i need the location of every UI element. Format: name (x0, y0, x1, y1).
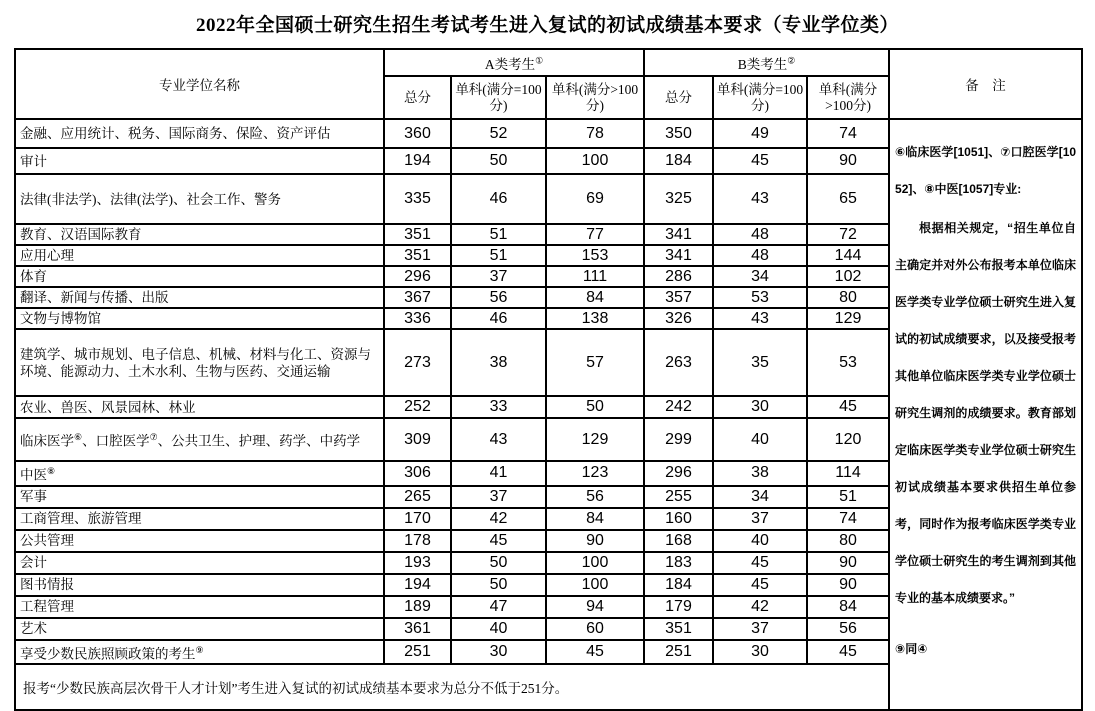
header-group-b-footnote-ref: ② (787, 55, 796, 65)
score-cell: 325 (644, 174, 713, 224)
header-remarks (889, 49, 1082, 119)
score-cell: 84 (807, 596, 889, 618)
score-cell: 48 (713, 245, 807, 266)
score-cell: 80 (807, 530, 889, 552)
remarks-cell (889, 119, 1082, 710)
degree-name-cell: 建筑学、城市规划、电子信息、机械、材料与化工、资源与环境、能源动力、土木水利、生物与医药、交通运输 (15, 329, 384, 396)
score-cell: 46 (451, 174, 546, 224)
score-cell: 37 (451, 266, 546, 287)
score-cell: 350 (644, 119, 713, 148)
remarks-note-heading: ⑥临床医学[1051]、⑦口腔医学[1052]、⑧中医[1057]专业: (895, 145, 1077, 196)
degree-name-cell: 应用心理 (15, 245, 384, 266)
score-cell: 184 (644, 574, 713, 596)
score-cell: 34 (713, 266, 807, 287)
score-cell: 74 (807, 508, 889, 530)
score-cell: 45 (713, 574, 807, 596)
score-cell: 48 (713, 224, 807, 245)
score-cell: 53 (713, 287, 807, 308)
score-cell: 251 (644, 640, 713, 665)
degree-name-cell: 工商管理、旅游管理 (15, 508, 384, 530)
score-cell: 309 (384, 418, 451, 461)
score-cell: 351 (644, 618, 713, 640)
score-cell: 296 (644, 461, 713, 486)
footer-note: 报考“少数民族高层次骨干人才计划”考生进入复试的初试成绩基本要求为总分不低于251分。 (15, 664, 889, 710)
score-cell: 40 (451, 618, 546, 640)
degree-name-cell: 图书情报 (15, 574, 384, 596)
header-degree-name (15, 49, 384, 119)
score-cell: 60 (546, 618, 644, 640)
header-group-b (644, 49, 889, 76)
score-cell: 265 (384, 486, 451, 508)
score-cell: 51 (451, 224, 546, 245)
score-cell: 335 (384, 174, 451, 224)
score-cell: 90 (807, 148, 889, 174)
degree-name-cell: 享受少数民族照顾政策的考生⑨ (15, 640, 384, 665)
score-cell: 360 (384, 119, 451, 148)
score-cell: 50 (546, 396, 644, 418)
score-cell: 184 (644, 148, 713, 174)
score-cell: 357 (644, 287, 713, 308)
score-cell: 153 (546, 245, 644, 266)
score-cell: 45 (713, 552, 807, 574)
score-cell: 34 (713, 486, 807, 508)
score-cell: 42 (713, 596, 807, 618)
score-cell: 43 (451, 418, 546, 461)
score-cell: 90 (807, 574, 889, 596)
header-group-a (384, 49, 644, 76)
score-cell: 138 (546, 308, 644, 329)
degree-name-cell: 文物与博物馆 (15, 308, 384, 329)
header-b-single-eq100: 单科(满分=100分) (713, 76, 807, 119)
score-cell: 74 (807, 119, 889, 148)
score-cell: 69 (546, 174, 644, 224)
score-cell: 111 (546, 266, 644, 287)
score-cell: 51 (451, 245, 546, 266)
score-cell: 57 (546, 329, 644, 396)
degree-name-cell: 军事 (15, 486, 384, 508)
score-cell: 46 (451, 308, 546, 329)
score-cell: 41 (451, 461, 546, 486)
header-a-single-gt100: 单科(满分>100分) (546, 76, 644, 119)
score-cell: 351 (384, 245, 451, 266)
score-cell: 72 (807, 224, 889, 245)
score-cell: 50 (451, 148, 546, 174)
score-requirements-table (14, 48, 1083, 711)
score-cell: 286 (644, 266, 713, 287)
degree-name-cell: 体育 (15, 266, 384, 287)
score-cell: 56 (451, 287, 546, 308)
score-cell: 178 (384, 530, 451, 552)
score-cell: 84 (546, 508, 644, 530)
score-cell: 33 (451, 396, 546, 418)
score-cell: 336 (384, 308, 451, 329)
score-cell: 30 (713, 396, 807, 418)
header-b-total: 总分 (644, 76, 713, 119)
score-cell: 30 (451, 640, 546, 665)
score-cell: 65 (807, 174, 889, 224)
header-remarks-label: 备 注 (965, 78, 1006, 93)
score-cell: 78 (546, 119, 644, 148)
degree-name-cell: 临床医学⑥、口腔医学⑦、公共卫生、护理、药学、中药学 (15, 418, 384, 461)
score-cell: 37 (713, 618, 807, 640)
score-cell: 40 (713, 418, 807, 461)
degree-name-cell: 公共管理 (15, 530, 384, 552)
score-cell: 45 (546, 640, 644, 665)
header-group-row (15, 49, 1082, 76)
score-cell: 129 (546, 418, 644, 461)
score-cell: 326 (644, 308, 713, 329)
score-cell: 299 (644, 418, 713, 461)
degree-name-cell: 会计 (15, 552, 384, 574)
score-cell: 30 (713, 640, 807, 665)
score-cell: 38 (451, 329, 546, 396)
degree-name-cell: 审计 (15, 148, 384, 174)
degree-name-cell: 法律(非法学)、法律(法学)、社会工作、警务 (15, 174, 384, 224)
degree-name-cell: 教育、汉语国际教育 (15, 224, 384, 245)
score-cell: 35 (713, 329, 807, 396)
degree-name-cell: 工程管理 (15, 596, 384, 618)
score-cell: 45 (713, 148, 807, 174)
score-cell: 100 (546, 552, 644, 574)
score-cell: 102 (807, 266, 889, 287)
degree-name-cell: 中医⑧ (15, 461, 384, 486)
remarks-note-ref: ⑨同④ (895, 642, 928, 656)
score-cell: 189 (384, 596, 451, 618)
score-cell: 53 (807, 329, 889, 396)
page-title: 2022年全国硕士研究生招生考试考生进入复试的初试成绩基本要求（专业学位类） (195, 15, 899, 36)
score-cell: 273 (384, 329, 451, 396)
score-cell: 179 (644, 596, 713, 618)
score-cell: 144 (807, 245, 889, 266)
header-group-a-label: A类考生 (484, 56, 536, 72)
score-cell: 42 (451, 508, 546, 530)
score-cell: 100 (546, 148, 644, 174)
score-cell: 252 (384, 396, 451, 418)
score-cell: 194 (384, 148, 451, 174)
score-cell: 43 (713, 308, 807, 329)
score-cell: 45 (807, 396, 889, 418)
score-cell: 100 (546, 574, 644, 596)
score-cell: 170 (384, 508, 451, 530)
score-cell: 94 (546, 596, 644, 618)
score-cell: 45 (451, 530, 546, 552)
header-a-total: 总分 (384, 76, 451, 119)
score-cell: 56 (546, 486, 644, 508)
score-cell: 242 (644, 396, 713, 418)
score-cell: 90 (807, 552, 889, 574)
score-cell: 160 (644, 508, 713, 530)
degree-name-cell: 翻译、新闻与传播、出版 (15, 287, 384, 308)
score-cell: 52 (451, 119, 546, 148)
remarks-note-body: 根据相关规定，“招生单位自主确定并对外公布报考本单位临床医学类专业学位硕士研究生进入复试的初试成绩要求，以及接受报考其他单位临床医学类专业学位硕士研究生调剂的成绩要求。教育部划定临床医学类专业学位硕士研究生初试成绩基本要求供招生单位参考，同时作为报考临床医学类专业学位硕士研究生的考生调剂到其他专业的基本成绩要求。” (895, 221, 1077, 605)
score-cell: 80 (807, 287, 889, 308)
score-cell: 168 (644, 530, 713, 552)
score-cell: 296 (384, 266, 451, 287)
score-cell: 43 (713, 174, 807, 224)
score-cell: 40 (713, 530, 807, 552)
score-cell: 361 (384, 618, 451, 640)
score-cell: 56 (807, 618, 889, 640)
table-row (15, 119, 1082, 148)
header-degree-name-label: 专业学位名称 (159, 78, 240, 93)
header-b-single-gt100: 单科(满分>100分) (807, 76, 889, 119)
score-cell: 341 (644, 245, 713, 266)
score-cell: 50 (451, 574, 546, 596)
score-cell: 90 (546, 530, 644, 552)
score-cell: 129 (807, 308, 889, 329)
score-cell: 50 (451, 552, 546, 574)
score-cell: 114 (807, 461, 889, 486)
header-group-a-footnote-ref: ① (535, 55, 544, 65)
score-cell: 77 (546, 224, 644, 245)
degree-name-cell: 农业、兽医、风景园林、林业 (15, 396, 384, 418)
score-cell: 183 (644, 552, 713, 574)
score-cell: 120 (807, 418, 889, 461)
score-cell: 37 (451, 486, 546, 508)
score-cell: 306 (384, 461, 451, 486)
score-cell: 38 (713, 461, 807, 486)
score-cell: 47 (451, 596, 546, 618)
score-cell: 351 (384, 224, 451, 245)
degree-name-cell: 金融、应用统计、税务、国际商务、保险、资产评估 (15, 119, 384, 148)
score-cell: 341 (644, 224, 713, 245)
score-cell: 193 (384, 552, 451, 574)
score-cell: 51 (807, 486, 889, 508)
score-cell: 255 (644, 486, 713, 508)
score-cell: 123 (546, 461, 644, 486)
score-cell: 367 (384, 287, 451, 308)
score-cell: 194 (384, 574, 451, 596)
score-cell: 263 (644, 329, 713, 396)
degree-name-cell: 艺术 (15, 618, 384, 640)
score-cell: 49 (713, 119, 807, 148)
header-group-b-label: B类考生 (737, 56, 788, 72)
score-cell: 45 (807, 640, 889, 665)
score-cell: 37 (713, 508, 807, 530)
score-cell: 84 (546, 287, 644, 308)
score-cell: 251 (384, 640, 451, 665)
header-a-single-eq100: 单科(满分=100分) (451, 76, 546, 119)
